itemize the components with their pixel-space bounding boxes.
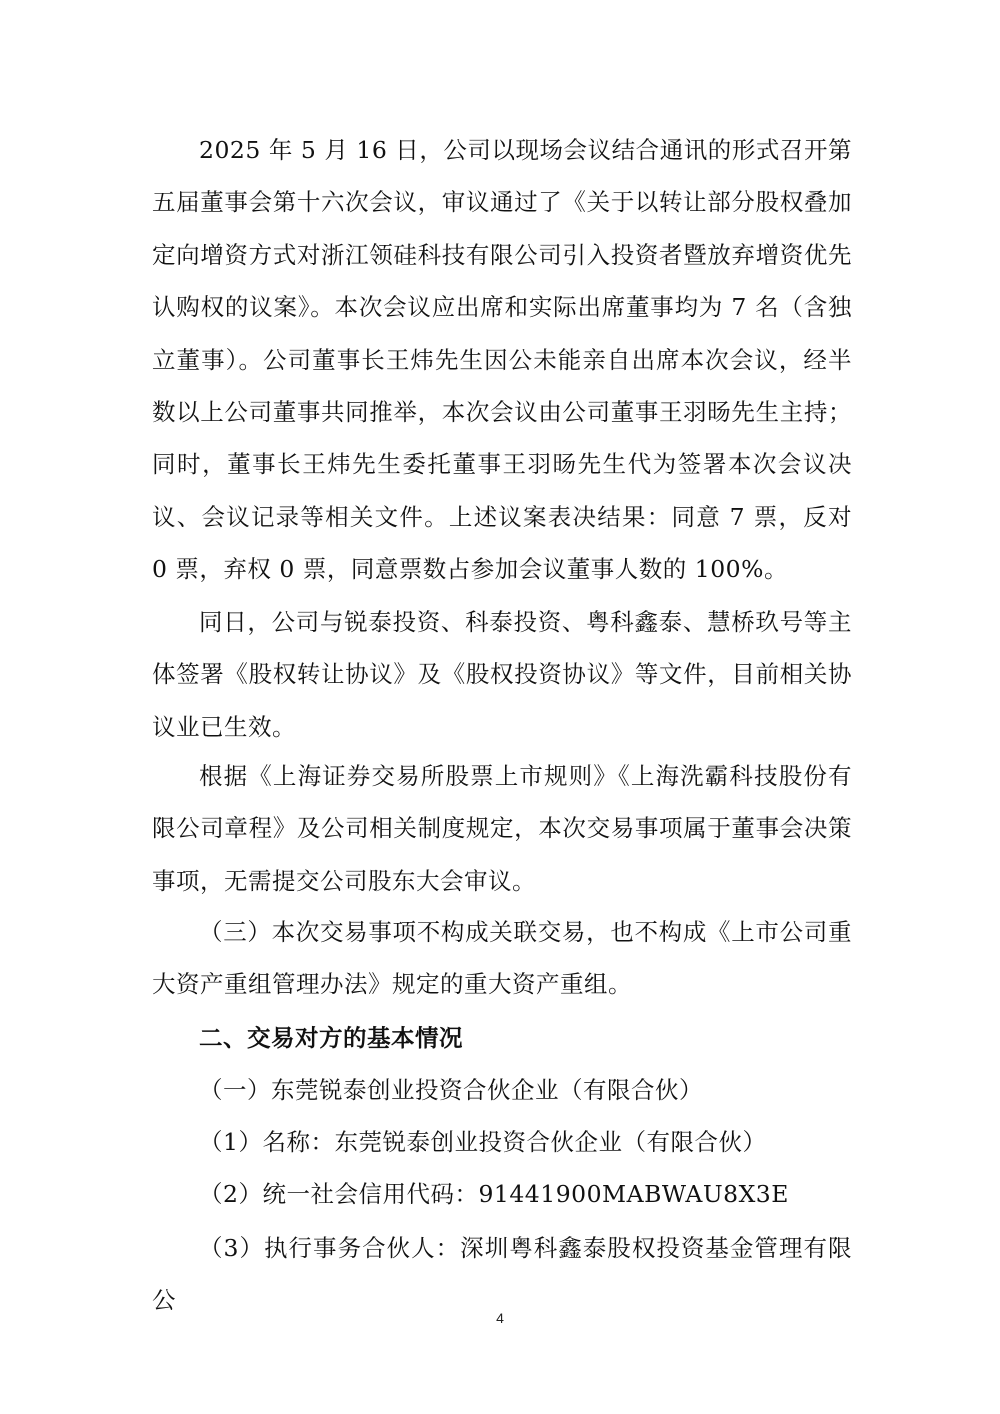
agreement-paragraph: 同日，公司与锐泰投资、科泰投资、粤科鑫泰、慧桥玖号等主体签署《股权转让协议》及《股权投资协议》等文件，目前相关协议业已生效。 bbox=[152, 608, 852, 741]
page-number: 4 bbox=[496, 1310, 504, 1326]
related-transaction-paragraph: （三）本次交易事项不构成关联交易，也不构成《上市公司重大资产重组管理办法》规定的重大资产重组。 bbox=[152, 918, 852, 999]
credit-code-item: （2）统一社会信用代码：91441900MABWAU8X3E bbox=[199, 1180, 789, 1208]
section-heading: 二、交易对方的基本情况 bbox=[199, 1024, 463, 1052]
meeting-paragraph: 2025 年 5 月 16 日，公司以现场会议结合通讯的形式召开第五届董事会第十六次会议，审议通过了《关于以转让部分股权叠加定向增资方式对浙江领硅科技有限公司引入投资者暨放弃增资优先认购权的议案》。本次会议应出席和实际出席董事均为 7 名（含独立董事）。公司董事长王炜先生因公未能亲自出席本次会议，经半数以上公司董事共同推举，本次会议由公司董事王羽旸先生主持；同时，董事长王炜先生委托董事王羽旸先生代为签署本次会议决议、会议记录等相关文件。上述议案表决结果：同意 7 票，反对 0 票，弃权 0 票，同意票数占参加会议董事人数的 100%。 bbox=[152, 136, 852, 584]
managing-partner-item: （3）执行事务合伙人：深圳粤科鑫泰股权投资基金管理有限公 bbox=[152, 1234, 852, 1315]
regulation-paragraph: 根据《上海证券交易所股票上市规则》《上海洗霸科技股份有限公司章程》及公司相关制度规定，本次交易事项属于董事会决策事项，无需提交公司股东大会审议。 bbox=[152, 762, 852, 895]
entity-name-item: （1）名称：东莞锐泰创业投资合伙企业（有限合伙） bbox=[199, 1128, 767, 1156]
subsection-title: （一）东莞锐泰创业投资合伙企业（有限合伙） bbox=[199, 1076, 703, 1104]
